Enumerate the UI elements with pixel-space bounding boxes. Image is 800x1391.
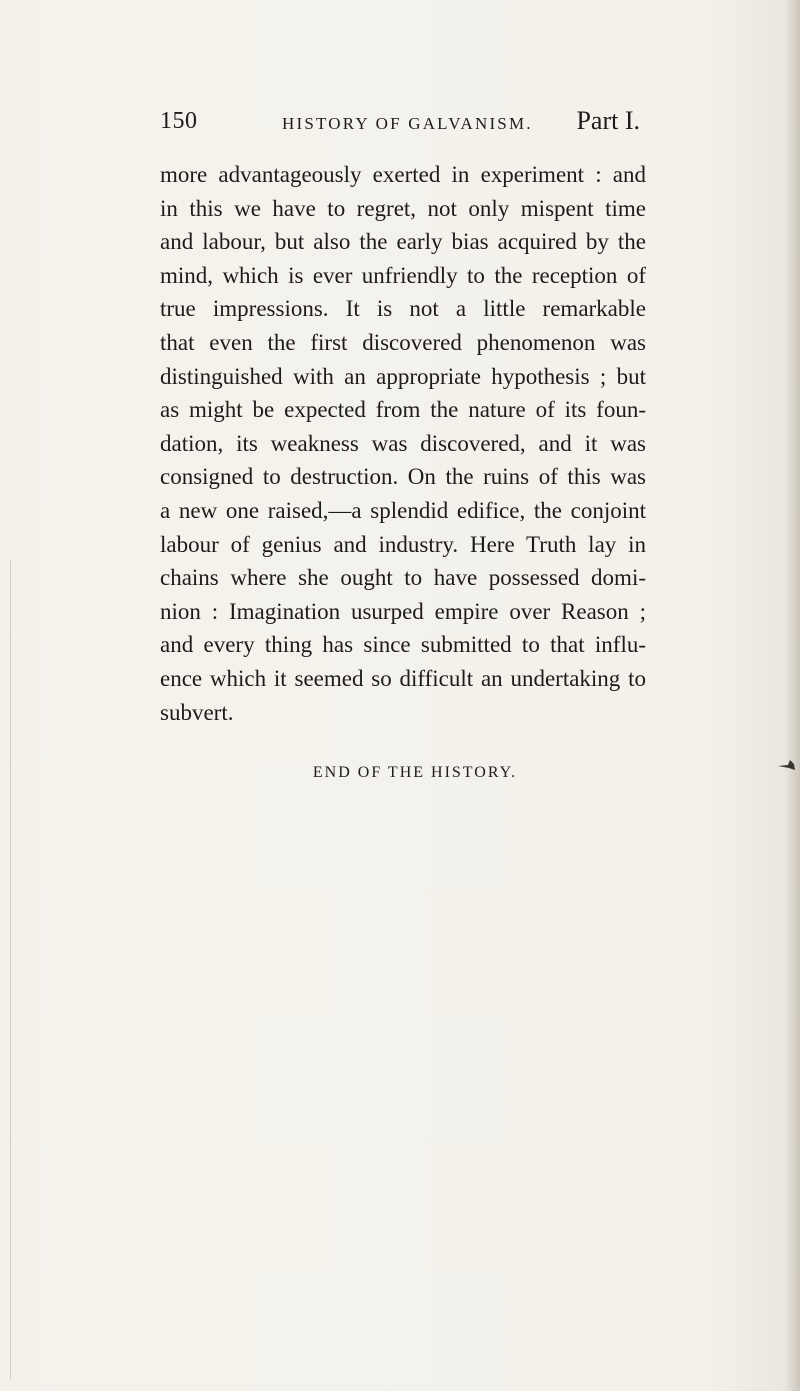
text-line: dation, its weakness was discovered, and it was	[160, 430, 646, 456]
running-title: HISTORY OF GALVANISM.	[282, 114, 533, 133]
text-line: true impressions. It is not a little remarkable	[160, 296, 646, 322]
page-number: 150	[160, 108, 198, 134]
end-note-text: END OF THE HISTORY.	[312, 764, 518, 781]
text-line: mind, which is ever unfriendly to the reception of	[160, 262, 646, 288]
text-line: ence which it seemed so difficult an undertaking to	[160, 665, 646, 691]
part-label: Part I.	[576, 106, 640, 135]
text-line: labour of genius and industry. Here Truth lay in	[160, 531, 646, 557]
text-line: as might be expected from the nature of its foun-	[160, 397, 646, 423]
text-line: and every thing has since submitted to that influ-	[160, 632, 646, 658]
page-header	[160, 108, 640, 148]
text-line: that even the first discovered phenomenon was	[160, 329, 646, 355]
text-line: and labour, but also the early bias acquired by the	[160, 229, 646, 255]
text-line: chains where she ought to have possessed domi-	[160, 565, 646, 591]
text-line: consigned to destruction. On the ruins of this was	[160, 464, 646, 490]
text-line-last: subvert.	[160, 699, 234, 725]
ink-mark-icon	[778, 758, 796, 772]
text-line: in this we have to regret, not only mispent time	[160, 195, 646, 221]
page-edge-shadow	[786, 0, 800, 1391]
end-note	[0, 764, 800, 782]
text-line: distinguished with an appropriate hypothesis ; but	[160, 363, 646, 389]
page-crease	[10, 560, 11, 1380]
body-paragraph	[160, 158, 646, 729]
text-line: nion : Imagination usurped empire over Reason ;	[160, 598, 646, 624]
text-line: a new one raised,—a splendid edifice, the conjoint	[160, 497, 646, 523]
text-line: more advantageously exerted in experiment : and	[160, 162, 646, 187]
